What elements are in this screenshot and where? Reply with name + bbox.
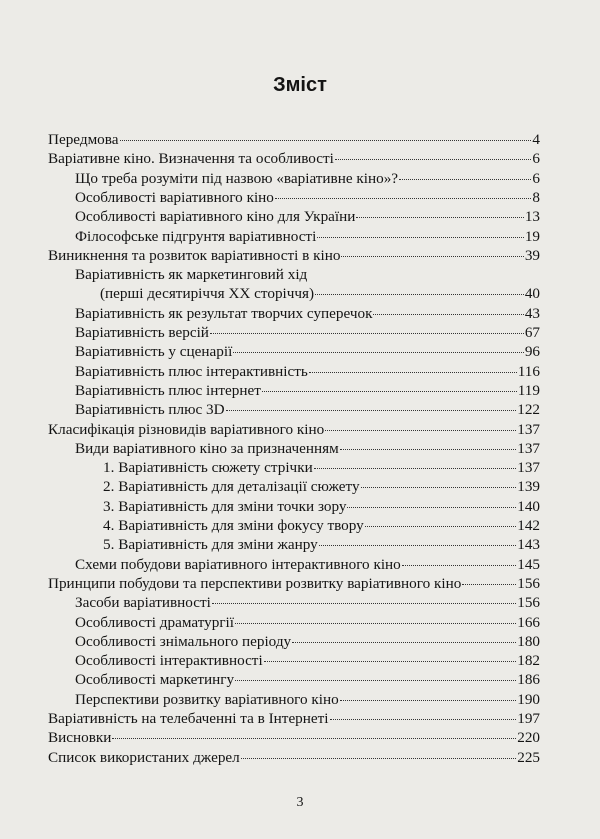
toc-entry-page: 137	[517, 459, 540, 476]
toc-entry-page: 43	[524, 305, 540, 322]
toc-entry-page: 137	[517, 421, 540, 438]
toc-entry-title: Варіативність плюс інтернет	[75, 382, 261, 399]
dot-leader	[399, 179, 531, 180]
toc-entry-page: 137	[517, 440, 540, 457]
dot-leader	[226, 410, 517, 411]
toc-entry	[48, 421, 540, 439]
toc-entry	[75, 170, 540, 188]
dot-leader	[292, 642, 516, 643]
toc-entry	[75, 556, 540, 574]
dot-leader	[314, 468, 517, 469]
toc-entry-title: Варіативність на телебаченні та в Інтернеті	[48, 710, 329, 727]
dot-leader	[241, 758, 516, 759]
toc-entry-page: 6	[532, 170, 540, 187]
toc-entry-title: Перспективи розвитку варіативного кіно	[75, 691, 339, 708]
toc-entry-page: 122	[517, 401, 540, 418]
toc-entry	[48, 729, 540, 747]
toc-entry-page: 156	[517, 575, 540, 592]
toc-entry-page: 116	[517, 363, 540, 380]
toc-entry-title: Висновки	[48, 729, 112, 746]
toc-entry-title: 5. Варіативність для зміни жанру	[103, 536, 318, 553]
toc-entry-page: 4	[532, 131, 540, 148]
toc-entry-title: Що треба розуміти під назвою «варіативне кіно»?	[75, 170, 399, 187]
dot-leader	[212, 603, 516, 604]
toc-entry	[75, 614, 540, 632]
dot-leader	[462, 584, 516, 585]
dot-leader	[233, 352, 523, 353]
dot-leader	[317, 237, 524, 238]
dot-leader	[319, 545, 517, 546]
toc-entry-title: Види варіативного кіно за призначенням	[75, 440, 339, 457]
toc-entry-title: Філософське підгрунтя варіативності	[75, 228, 317, 245]
toc-entry	[103, 536, 540, 554]
dot-leader	[325, 430, 516, 431]
toc-entry-title: Варіативне кіно. Визначення та особливості	[48, 150, 334, 167]
dot-leader	[235, 623, 516, 624]
page-title: Зміст	[273, 74, 327, 96]
dot-leader	[112, 738, 516, 739]
toc-entry-title: Список використаних джерел	[48, 749, 240, 766]
dot-leader	[361, 487, 517, 488]
toc-entry-page: 139	[517, 478, 540, 495]
toc-entry	[75, 691, 540, 709]
toc-entry-title: Особливості варіативного кіно	[75, 189, 274, 206]
toc-entry	[75, 382, 540, 400]
dot-leader	[340, 449, 517, 450]
dot-leader	[347, 507, 516, 508]
toc-entry-page: 197	[517, 710, 540, 727]
toc-entry-page: 182	[517, 652, 540, 669]
toc-entry-title: Особливості драматургії	[75, 614, 235, 631]
toc-entry-page: 19	[524, 228, 540, 245]
toc-entry-title: Передмова	[48, 131, 119, 148]
toc-entry	[48, 131, 540, 149]
toc-entry-title: 2. Варіативність для деталізації сюжету	[103, 478, 360, 495]
dot-leader	[335, 159, 532, 160]
toc-entry-page: 180	[517, 633, 540, 650]
toc-entry	[75, 671, 540, 689]
toc-entry	[75, 401, 540, 419]
toc-entry-page: 166	[517, 614, 540, 631]
toc-entry	[75, 228, 540, 246]
dot-leader	[340, 700, 517, 701]
toc-entry-title: Класифікація різновидів варіативного кіно	[48, 421, 325, 438]
toc-entry	[103, 517, 540, 535]
toc-entry	[75, 208, 540, 226]
dot-leader	[373, 314, 523, 315]
toc-entry-page: 6	[532, 150, 540, 167]
dot-leader	[275, 198, 532, 199]
toc-entry-page: 119	[517, 382, 540, 399]
toc-entry-page: 40	[524, 285, 540, 302]
toc-entry-title: Особливості інтерактивності	[75, 652, 263, 669]
toc-entry	[100, 285, 540, 303]
toc-entry	[75, 324, 540, 342]
toc-entry	[48, 710, 540, 728]
dot-leader	[365, 526, 516, 527]
toc-entry	[75, 440, 540, 458]
dot-leader	[309, 372, 517, 373]
page-number: 3	[296, 795, 304, 810]
toc-entry	[75, 305, 540, 323]
toc-entry-title: Особливості знімального періоду	[75, 633, 292, 650]
toc-entry-page: 96	[524, 343, 540, 360]
toc-entry	[103, 459, 540, 477]
toc-entry-title: 4. Варіативність для зміни фокусу твору	[103, 517, 364, 534]
toc-entry-page: 142	[517, 517, 540, 534]
dot-leader	[210, 333, 524, 334]
dot-leader	[341, 256, 523, 257]
toc-entry-page: 156	[517, 594, 540, 611]
toc-entry	[103, 478, 540, 496]
toc-entry	[75, 343, 540, 361]
toc-entry-page: 67	[524, 324, 540, 341]
toc-entry-title: Варіативність версій	[75, 324, 209, 341]
toc-entry	[48, 150, 540, 168]
toc-entry-title: Варіативність як результат творчих суперечок	[75, 305, 373, 322]
toc-entry-title: Варіативність як маркетинговий хід	[75, 266, 308, 283]
dot-leader	[356, 217, 523, 218]
toc-entry-title: Варіативність плюс інтерактивність	[75, 363, 308, 380]
toc-entry-title: Варіативність у сценарії	[75, 343, 233, 360]
toc-entry-title: Засоби варіативності	[75, 594, 211, 611]
toc-entry-title: Схеми побудови варіативного інтерактивного кіно	[75, 556, 401, 573]
toc-entry-page: 225	[517, 749, 540, 766]
toc-entry	[75, 652, 540, 670]
toc-entry	[75, 266, 307, 284]
toc-entry-title: 3. Варіативність для зміни точки зору	[103, 498, 347, 515]
dot-leader	[264, 661, 517, 662]
toc-entry-title: (перші десятиріччя ХХ сторіччя)	[100, 285, 315, 302]
dot-leader	[330, 719, 517, 720]
toc-entry	[75, 189, 540, 207]
toc-entry-page: 190	[517, 691, 540, 708]
toc-entry	[48, 749, 540, 767]
toc-entry	[48, 247, 540, 265]
toc-entry	[75, 363, 540, 381]
toc-entry-title: 1. Варіативність сюжету стрічки	[103, 459, 313, 476]
toc-entry-page: 8	[532, 189, 540, 206]
toc-entry-title: Виникнення та розвиток варіативності в кіно	[48, 247, 341, 264]
dot-leader	[262, 391, 517, 392]
toc-entry-page: 140	[517, 498, 540, 515]
toc-entry	[75, 633, 540, 651]
toc-entry-page: 145	[517, 556, 540, 573]
toc-entry	[48, 575, 540, 593]
toc-entry-page: 143	[517, 536, 540, 553]
toc-entry-page: 186	[517, 671, 540, 688]
dot-leader	[315, 294, 524, 295]
dot-leader	[120, 140, 532, 141]
toc-entry-title: Особливості варіативного кіно для України	[75, 208, 356, 225]
toc-entry-title: Принципи побудови та перспективи розвитку варіативного кіно	[48, 575, 462, 592]
dot-leader	[402, 565, 516, 566]
toc-entry-title: Особливості маркетингу	[75, 671, 235, 688]
dot-leader	[235, 680, 516, 681]
toc-entry-title: Варіативність плюс 3D	[75, 401, 225, 418]
toc-entry-page: 39	[524, 247, 540, 264]
toc-entry	[75, 594, 540, 612]
toc-entry-page: 13	[524, 208, 540, 225]
toc-entry-page: 220	[517, 729, 540, 746]
toc-entry	[103, 498, 540, 516]
